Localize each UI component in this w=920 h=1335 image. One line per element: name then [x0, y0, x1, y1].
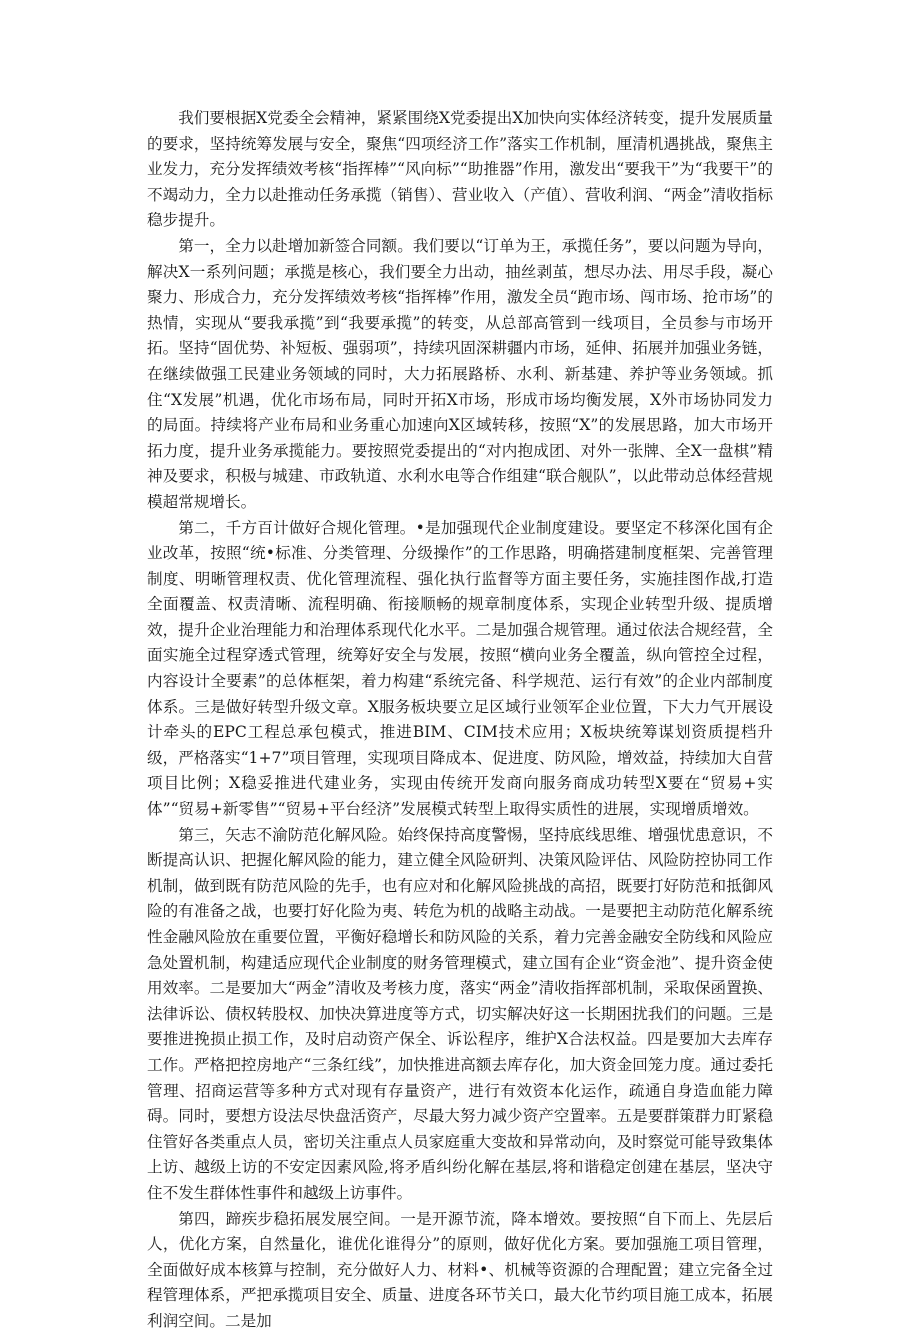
document-body — [147, 106, 773, 1335]
section-four-paragraph: 第四，蹄疾步稳拓展发展空间。一是开源节流，降本增效。要按照“自下而上、先层后人，优化方案，自然量化，谁优化谁得分”的原则，做好优化方案。要加强施工项目管理，全面做好成本核算与控制，充分做好人力、材料•、机械等资源的合理配置；建立完备全过程管理体系，严把承揽项目安全、质量、进度各环节关口，最大化节约项目施工成本，拓展利润空间。二是加 — [147, 1209, 773, 1330]
section-one-paragraph: 第一，全力以赴增加新签合同额。我们要以“订单为王，承揽任务”，要以问题为导向，解决X一系列问题；承揽是核心，我们要全力出动，抽丝剥茧，想尽办法、用尽手段，凝心聚力、形成合力，充分发挥绩效考核“指挥棒”作用，激发全员“跑市场、闯市场、抢市场”的热情，实现从“要我承揽”到“我要承揽”的转变，从总部高管到一线项目，全员参与市场开拓。坚持“固优势、补短板、强弱项”，持续巩固深耕疆内市场，延伸、拓展并加强业务链，在继续做强工民建业务领域的同时，大力拓展路桥、水利、新基建、养护等业务领域。抓住“X发展”机遇，优化市场布局，同时开拓X市场，形成市场均衡发展，X外市场协同发力的局面。持续将产业布局和业务重心加速向X区域转移，按照“X”的发展思路，加大市场开拓力度，提升业务承揽能力。要按照党委提出的“对内抱成团、对外一张牌、全X一盘棋”精神及要求，积极与城建、市政轨道、水利水电等合作组建“联合舰队”，以此带动总体经营规模超常规增长。 — [147, 236, 773, 511]
section-two-paragraph: 第二，千方百计做好合规化管理。•是加强现代企业制度建设。要坚定不移深化国有企业改革，按照“统•标准、分类管理、分级操作”的工作思路，明确搭建制度框架、完善管理制度、明晰管理权责、优化管理流程、强化执行监督等方面主要任务，实施挂图作战,打造全面覆盖、权责清晰、流程明确、衔接顺畅的规章制度体系，实现企业转型升级、提质增效，提升企业治理能力和治理体系现代化水平。二是加强合规管理。通过依法合规经营，全面实施全过程穿透式管理，统筹好安全与发展，按照“横向业务全覆盖，纵向管控全过程，内容设计全要素”的总体框架，着力构建“系统完备、科学规范、运行有效”的企业内部制度体系。三是做好转型升级文章。X服务板块要立足区域行业领军企业位置，下大力气开展设计牵头的EPC工程总承包模式，推进BIM、CIM技术应用；X板块统筹谋划资质提档升级，严格落实“1+7”项目管理，实现项目降成本、促进度、防风险，增效益，持续加大自营项目比例；X稳妥推进代建业务，实现由传统开发商向服务商成功转型X要在“贸易+实体”“贸易+新零售”“贸易+平台经济”发展模式转型上取得实质性的进展，实现增质增效。 — [147, 518, 773, 819]
section-three-paragraph: 第三，矢志不渝防范化解风险。始终保持高度警惕，坚持底线思维、增强忧患意识，不断提高认识、把握化解风险的能力，建立健全风险研判、决策风险评估、风险防控协同工作机制，做到既有防范风险的先手，也有应对和化解风险挑战的高招，既要打好防范和抵御风险的有准备之战，也要打好化险为夷、转危为机的战略主动战。一是要把主动防范化解系统性金融风险放在重要位置，平衡好稳增长和防风险的关系，着力完善金融安全防线和风险应急处置机制，构建适应现代企业制度的财务管理模式，建立国有企业“资金池”、提升资金使用效率。二是要加大“两金”清收及考核力度，落实“两金”清收指挥部机制，采取保函置换、法律诉讼、债权转股权、加快决算进度等方式，切实解决好这一长期困扰我们的问题。三是要推进挽损止损工作，及时启动资产保全、诉讼程序，维护X合法权益。四是要加大去库存工作。严格把控房地产“三条红线”，加快推进高额去库存化，加大资金回笼力度。通过委托管理、招商运营等多种方式对现有存量资产，进行有效资本化运作，疏通自身造血能力障碍。同时，要想方设法尽快盘活资产，尽最大努力减少资产空置率。五是要群策群力盯紧稳住管好各类重点人员，密切关注重点人员家庭重大变故和异常动向，及时察觉可能导致集体上访、越级上访的不安定因素风险,将矛盾纠纷化解在基层,将和谐稳定创建在基层，坚决守住不发生群体性事件和越级上访事件。 — [147, 825, 773, 1202]
intro-paragraph: 我们要根据X党委全会精神，紧紧围绕X党委提出X加快向实体经济转变，提升发展质量的要求，坚持统筹发展与安全，聚焦“四项经济工作”落实工作机制，厘清机遇挑战，聚焦主业发力，充分发挥绩效考核“指挥棒”“风向标”“助推器”作用，激发出“要我干”为“我要干”的不竭动力，全力以赴推动任务承揽（销售）、营业收入（产值）、营收利润、“两金”清收指标稳步提升。 — [147, 109, 773, 230]
